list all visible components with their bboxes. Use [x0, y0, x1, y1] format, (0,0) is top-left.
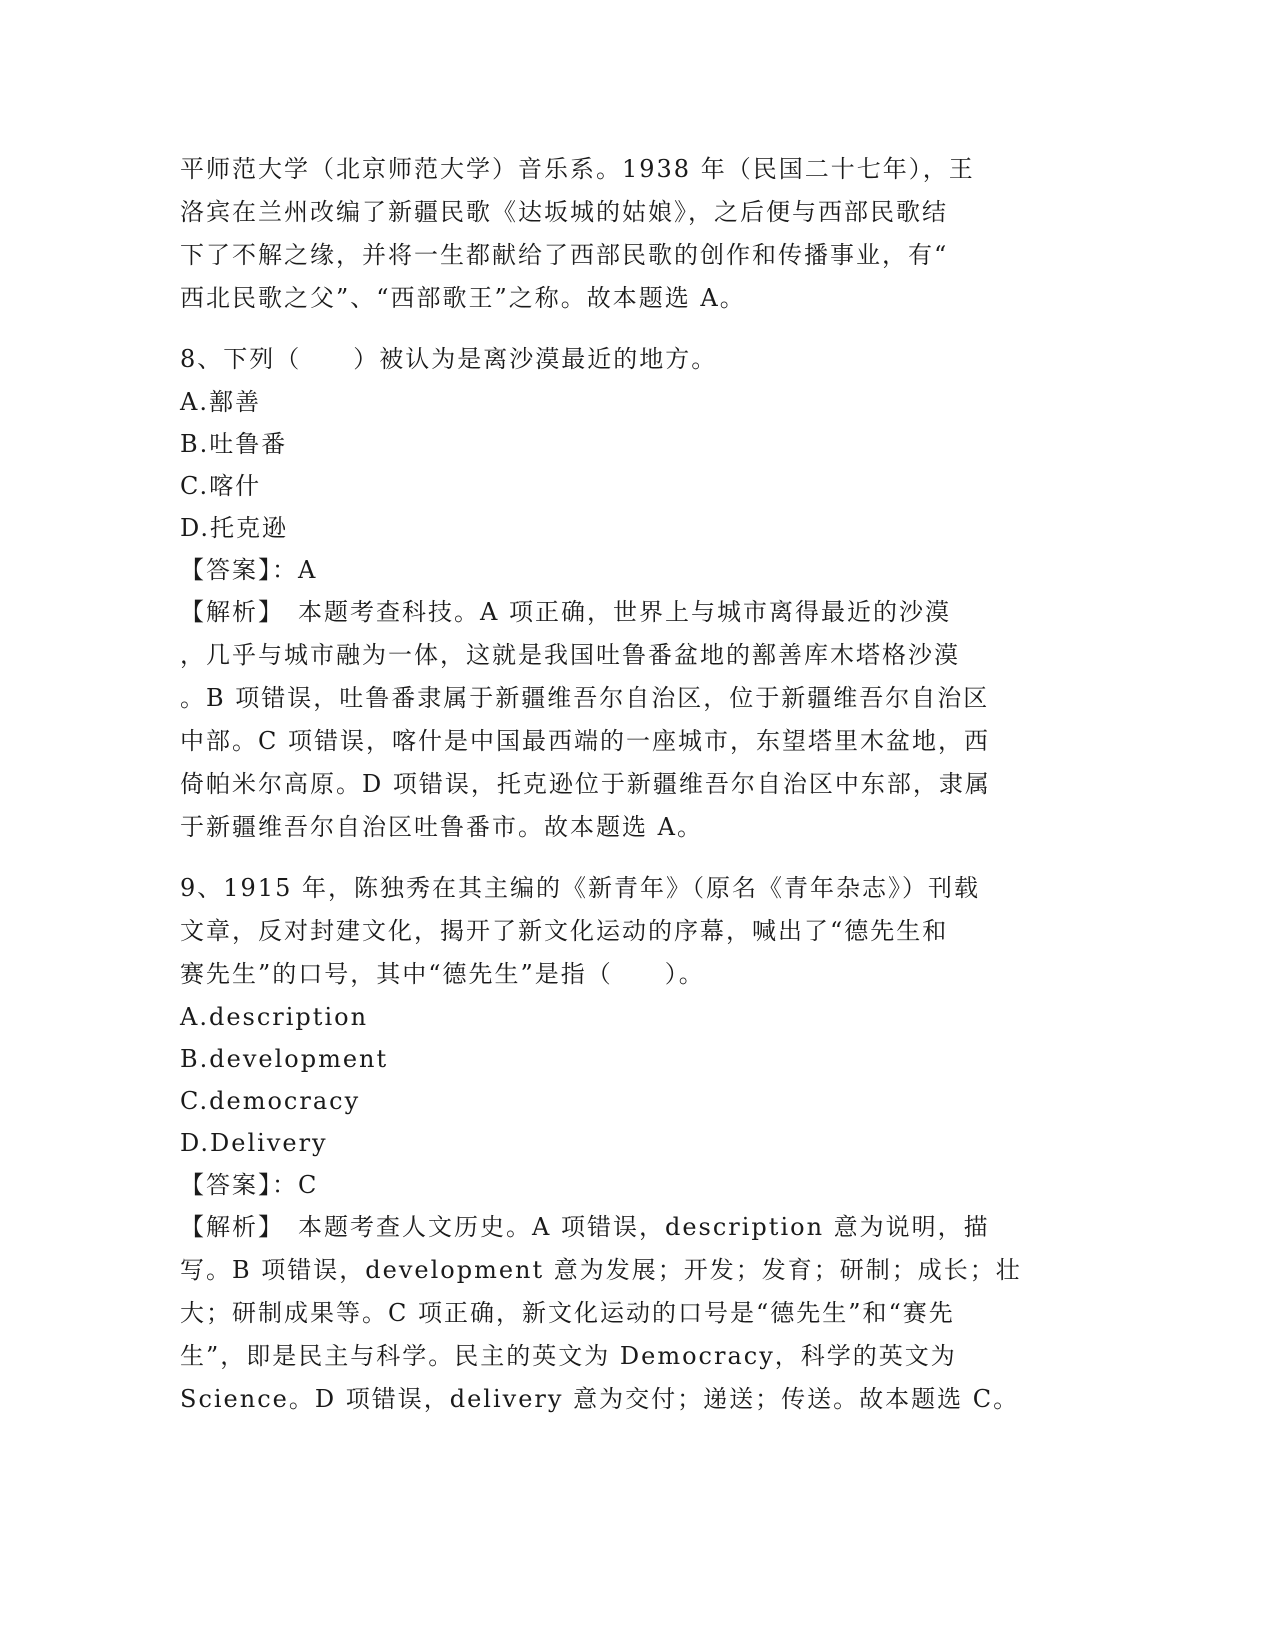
option-d: D.Delivery	[180, 1129, 328, 1157]
option-a: A.description	[180, 1003, 369, 1031]
answer-line: 【答案】：A	[180, 556, 318, 584]
option-b: B.development	[180, 1045, 389, 1073]
answer-line: 【答案】：C	[180, 1171, 319, 1199]
question-9	[180, 867, 1060, 1421]
explanation-line: 于新疆维吾尔自治区吐鲁番市。故本题选 A。	[180, 813, 703, 841]
spacer	[180, 849, 1060, 867]
option-c: C.喀什	[180, 472, 262, 500]
explanation-line: 中部。C 项错误，喀什是中国最西端的一座城市，东望塔里木盆地，西	[180, 727, 990, 755]
explanation-line: 。B 项错误，吐鲁番隶属于新疆维吾尔自治区，位于新疆维吾尔自治区	[180, 684, 990, 712]
document-page	[180, 148, 1060, 1421]
text-line: 平师范大学（北京师范大学）音乐系。1938 年（民国二十七年），王	[180, 155, 975, 183]
explanation-line: Science。D 项错误，delivery 意为交付；递送；传送。故本题选 C。	[180, 1385, 1020, 1413]
explanation-line: 生”，即是民主与科学。民主的英文为 Democracy，科学的英文为	[180, 1342, 957, 1370]
question-text: 9、1915 年，陈独秀在其主编的《新青年》（原名《青年杂志》）刊载	[180, 874, 980, 902]
option-b: B.吐鲁番	[180, 430, 288, 458]
question-text: 8、下列（ ）被认为是离沙漠最近的地方。	[180, 345, 718, 373]
question-text: 文章，反对封建文化，揭开了新文化运动的序幕，喊出了“德先生和	[180, 917, 949, 945]
text-line: 洛宾在兰州改编了新疆民歌《达坂城的姑娘》，之后便与西部民歌结	[180, 198, 948, 226]
explanation-line: 大；研制成果等。C 项正确，新文化运动的口号是“德先生”和“赛先	[180, 1299, 955, 1327]
option-c: C.democracy	[180, 1087, 361, 1115]
explanation-line: 【解析】 本题考查人文历史。A 项错误，description 意为说明，描	[180, 1213, 990, 1241]
prev-explanation	[180, 148, 1060, 320]
text-line: 西北民歌之父”、“西部歌王”之称。故本题选 A。	[180, 284, 746, 312]
explanation-line: ，几乎与城市融为一体，这就是我国吐鲁番盆地的鄯善库木塔格沙漠	[180, 641, 960, 669]
spacer	[180, 320, 1060, 338]
explanation-line: 【解析】 本题考查科技。A 项正确，世界上与城市离得最近的沙漠	[180, 598, 951, 626]
question-8	[180, 338, 1060, 849]
text-line: 下了不解之缘，并将一生都献给了西部民歌的创作和传播事业，有“	[180, 241, 949, 269]
option-d: D.托克逊	[180, 514, 289, 542]
explanation-line: 写。B 项错误，development 意为发展；开发；发育；研制；成长；壮	[180, 1256, 1022, 1284]
question-text: 赛先生”的口号，其中“德先生”是指（ ）。	[180, 960, 705, 988]
explanation-line: 倚帕米尔高原。D 项错误，托克逊位于新疆维吾尔自治区中东部，隶属	[180, 770, 991, 798]
option-a: A.鄯善	[180, 388, 261, 416]
